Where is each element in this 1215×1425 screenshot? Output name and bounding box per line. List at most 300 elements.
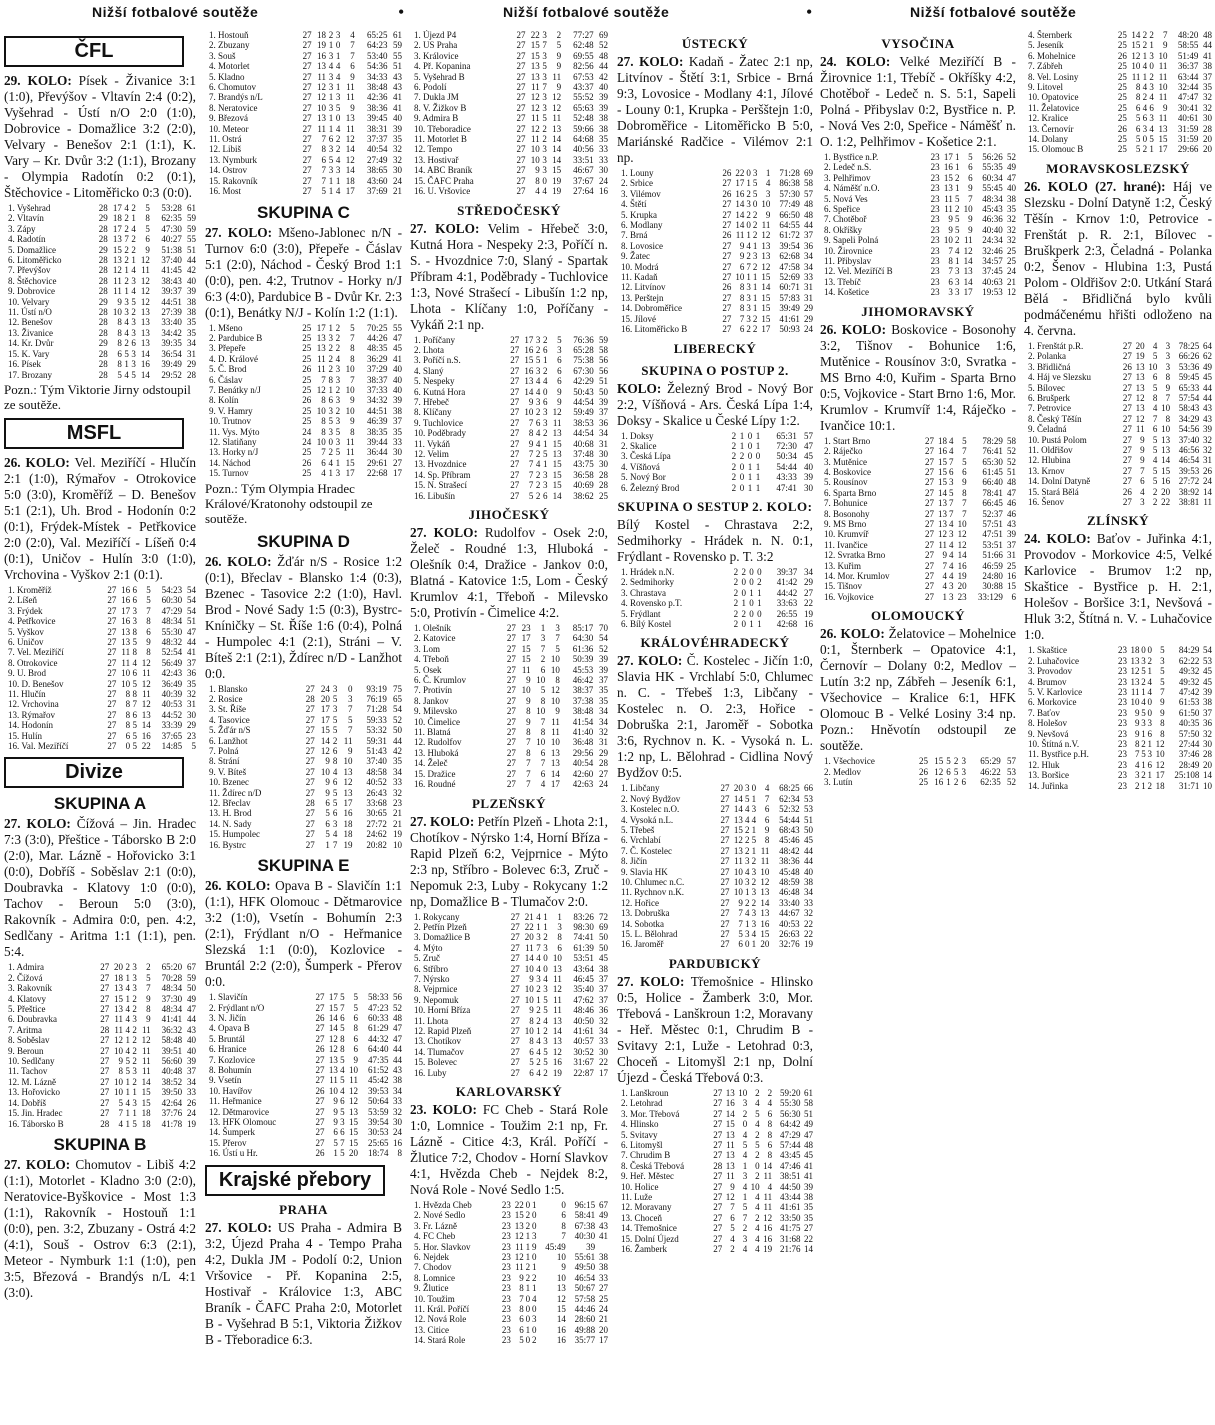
stat-cell: 7 — [321, 175, 327, 186]
stat-cell: 27 — [107, 595, 117, 606]
stat-cell: 10 — [552, 953, 562, 964]
table-row — [205, 72, 402, 82]
stat-cell: 6 — [321, 457, 326, 468]
table-row — [820, 173, 1016, 183]
stat-cell: 4 — [124, 317, 129, 328]
stat-cell: 27 — [302, 165, 312, 176]
stat-cell: 49:32 — [1178, 676, 1200, 687]
stat-cell: 27 — [506, 695, 516, 706]
stat-cell: 6 — [557, 365, 562, 376]
team-cell: 4. Petřkovice — [8, 616, 56, 627]
stat-cell: 15 — [530, 40, 540, 51]
round-label: 26. KOLO: — [205, 878, 271, 894]
stat-cell: 40 — [187, 275, 196, 286]
stat-cell: 1 — [333, 1148, 338, 1159]
stat-cell: 7 — [528, 459, 534, 470]
stat-cell: 27 — [302, 154, 312, 165]
stat-cell: 65:33 — [1178, 382, 1200, 393]
stat-cell: 13 — [141, 709, 151, 720]
team-cell: 2. Ráječko — [824, 446, 863, 457]
stat-cell: 29 — [98, 244, 108, 255]
stat-cell: 5 — [132, 1118, 137, 1129]
stat-cell: 13 — [552, 1015, 562, 1026]
stat-cell: 36:29 — [367, 353, 388, 364]
stat-cell: 11 — [1135, 424, 1145, 435]
table-row — [410, 61, 608, 71]
stat-cell: 45 — [1203, 372, 1212, 383]
stat-cell: 6 — [325, 798, 330, 809]
stat-cell: 1 — [335, 457, 341, 468]
stat-cell: 31:59 — [1177, 134, 1199, 145]
stat-cell: 24 — [393, 1127, 402, 1138]
table-row — [410, 366, 608, 376]
stat-cell: 8 — [350, 353, 355, 364]
table-row — [820, 777, 1016, 787]
stat-cell: 27 — [599, 768, 608, 779]
stat-cell: 9 — [738, 897, 743, 908]
stat-cell: 1 — [542, 438, 548, 449]
stat-cell: 2 — [1141, 770, 1146, 781]
stat-cell: 2 — [131, 307, 136, 318]
stat-cell: 13 — [552, 1036, 562, 1047]
team-cell: 1. Doksy — [621, 430, 654, 441]
table-row — [4, 1056, 196, 1066]
stat-cell: 22 — [804, 918, 813, 929]
stat-cell: 2 — [132, 1035, 137, 1046]
standings-table — [410, 335, 608, 502]
table-row — [205, 385, 402, 395]
stat-cell: 27 — [510, 417, 520, 428]
stat-cell: 23 — [1117, 759, 1127, 770]
stat-cell: 78:41 — [982, 487, 1003, 498]
team-cell: 7. Petrovice — [1028, 403, 1071, 414]
stat-cell: 7 — [738, 918, 743, 929]
stat-cell: 39:49 — [779, 303, 800, 314]
stat-cell: 64:40 — [368, 1044, 389, 1055]
stat-cell: 10 — [114, 1076, 124, 1087]
stat-cell: 48:34 — [161, 1004, 183, 1015]
stat-cell: 44:54 — [573, 428, 594, 439]
stat-cell: 55 — [187, 234, 196, 245]
stat-cell: 27 — [305, 746, 315, 757]
stat-cell: 23 — [1117, 666, 1127, 677]
table-row — [205, 354, 402, 364]
stat-cell: 4 — [350, 30, 355, 40]
table-row — [410, 1221, 608, 1231]
stat-cell: 7 — [1152, 413, 1158, 424]
stat-cell: 37 — [393, 416, 402, 427]
team-cell: 1. Olešník — [414, 623, 451, 633]
team-cell: 14. Šumperk — [209, 1127, 255, 1138]
stat-cell: 3 — [542, 144, 547, 155]
table-row — [410, 1283, 608, 1293]
stat-cell: 42 — [599, 71, 608, 82]
stat-cell: 27 — [1122, 455, 1132, 466]
stat-cell: 11 — [551, 727, 560, 738]
stat-cell: 33:68 — [366, 798, 387, 809]
stat-cell: 41:45 — [161, 265, 182, 276]
stat-cell: 15 — [943, 172, 953, 183]
stat-cell: 39:51 — [161, 1045, 183, 1056]
stat-cell: 4 — [131, 286, 136, 297]
stat-cell: 10 — [550, 654, 560, 665]
team-cell: 15. K. Vary — [8, 348, 50, 359]
stat-cell: 8 — [767, 1119, 773, 1130]
team-cell: 11. Luže — [621, 1191, 653, 1202]
stat-cell: 27 — [1122, 413, 1132, 424]
stat-cell: 12 — [114, 1035, 124, 1046]
stat-cell: 2 — [124, 244, 129, 255]
stat-cell: 10 — [348, 1064, 358, 1075]
stat-cell: 2 — [752, 313, 758, 324]
stat-cell: 35 — [393, 756, 402, 767]
stat-cell: 37:48 — [573, 448, 594, 459]
stat-cell: 11 — [521, 664, 531, 675]
stat-cell: 9 — [333, 1106, 338, 1117]
table-row — [410, 491, 608, 501]
stat-cell: 23 — [930, 256, 940, 267]
stat-cell: 11 — [553, 994, 562, 1005]
stat-cell: 3 — [751, 866, 757, 877]
team-cell: 11. Blatná — [414, 727, 451, 738]
stat-cell: 11 — [734, 856, 743, 867]
stat-cell: 11 — [317, 364, 326, 375]
team-cell: 8. Okříšky — [824, 224, 862, 235]
stat-cell: 40:69 — [573, 480, 594, 491]
stat-cell: 10 — [524, 963, 534, 974]
stat-cell: 52:69 — [779, 272, 800, 283]
team-cell: 16. Luby — [414, 1067, 447, 1078]
stat-cell: 10 — [1148, 361, 1158, 372]
stat-cell: 4 — [1135, 759, 1140, 770]
stat-cell: 36:54 — [161, 348, 182, 359]
stat-cell: 23 — [187, 730, 196, 741]
stat-cell: 7 — [942, 560, 948, 571]
stat-cell: 1 — [125, 1035, 130, 1046]
team-cell: 14. Hodonín — [8, 720, 53, 731]
table-row — [205, 1055, 402, 1065]
stat-cell: 2 — [542, 428, 548, 439]
stat-cell: 27 — [315, 1064, 325, 1075]
stat-cell: 12 — [141, 678, 151, 689]
stat-cell: 11 — [121, 657, 131, 668]
stat-cell: 1 — [954, 162, 960, 173]
stat-cell: 28 — [98, 369, 108, 380]
stat-cell: 67:53 — [573, 71, 594, 82]
stat-cell: 30 — [599, 459, 608, 470]
stat-cell: 27 — [315, 1096, 325, 1107]
stat-cell: 58:41 — [574, 1210, 596, 1221]
stat-cell: 3 — [949, 477, 954, 488]
team-cell: 9. Dobrovice — [8, 286, 55, 297]
stat-cell: 0 — [747, 430, 753, 441]
stat-cell: 6 — [519, 1324, 524, 1335]
team-cell: 1. Lanškroun — [621, 1087, 669, 1098]
team-cell: 3. Fr. Lázně — [414, 1220, 457, 1231]
stat-cell: 15 — [1158, 134, 1168, 145]
stat-cell: 15 — [514, 1210, 524, 1221]
stat-cell: 9 — [333, 1116, 338, 1127]
stat-cell: 1 — [525, 1231, 531, 1242]
stat-cell: 55:35 — [982, 162, 1003, 173]
stat-cell: 1 — [525, 1283, 531, 1294]
stat-cell: 2 — [755, 1150, 760, 1161]
table-row — [205, 704, 402, 714]
stat-cell: 27 — [510, 984, 520, 995]
stat-cell: 5 — [1152, 434, 1158, 445]
stat-cell: 3 — [557, 344, 562, 355]
stat-cell: 50 — [187, 983, 196, 994]
table-row — [617, 929, 813, 939]
stat-cell: 25 — [302, 353, 312, 364]
stat-cell: 39 — [599, 92, 608, 103]
stat-cell: 30 — [393, 447, 402, 458]
stat-cell: 27 — [924, 498, 934, 509]
stat-cell: 6 — [542, 344, 548, 355]
stat-cell: 9 — [561, 1262, 566, 1273]
stat-cell: 48:34 — [982, 193, 1003, 204]
stat-cell: 3 — [1135, 770, 1140, 781]
round-label: 27. KOLO: — [617, 653, 683, 669]
stat-cell: 52 — [393, 714, 402, 725]
stat-cell: 27 — [107, 688, 117, 699]
stat-cell: 4 — [742, 1129, 748, 1140]
stat-cell: 57:44 — [779, 1139, 801, 1150]
team-cell: 1. Bystřice n.P. — [824, 152, 879, 162]
stat-cell: 4 — [742, 1150, 748, 1161]
team-cell: 6. Brušperk — [1028, 392, 1070, 403]
stat-cell: 3 — [542, 102, 547, 113]
team-cell: 7. Chotěboř — [824, 214, 867, 225]
stat-cell: 38 — [804, 877, 813, 888]
table-row — [617, 939, 813, 949]
stat-cell: 27 — [302, 175, 312, 186]
stat-cell: 36 — [599, 417, 608, 428]
table-row — [1024, 645, 1212, 655]
stat-cell: 2 — [332, 735, 338, 746]
stat-cell: 0 — [525, 1335, 531, 1346]
stat-cell: 26 — [722, 282, 732, 293]
team-cell: 7. Nýrsko — [414, 973, 450, 984]
stat-cell: 61:50 — [1178, 707, 1200, 718]
stat-cell: 51:66 — [982, 550, 1003, 561]
stat-cell: 39 — [187, 1056, 196, 1067]
stat-cell: 13 — [1135, 382, 1145, 393]
table-row — [410, 449, 608, 459]
stat-cell: 69:55 — [573, 50, 594, 61]
stat-cell: 15 — [114, 993, 124, 1004]
stat-cell: 4 — [125, 983, 130, 994]
stat-cell: 4 — [132, 657, 137, 668]
stat-cell: 2 — [752, 209, 758, 220]
team-cell: 10. Pustá Polom — [1028, 434, 1087, 445]
stat-cell: 28 — [98, 223, 108, 234]
team-cell: 5. Přeštice — [8, 1004, 46, 1015]
stat-cell: 17 — [343, 798, 353, 809]
plzensky-results — [410, 814, 608, 910]
stat-cell: 42:60 — [572, 768, 594, 779]
table-row — [617, 1192, 813, 1202]
stat-cell: 17 — [1158, 144, 1168, 155]
stat-cell: 27 — [720, 825, 730, 835]
stat-cell: 76:19 — [366, 694, 387, 704]
stat-cell: 10 — [536, 675, 546, 686]
team-cell: 4. Tasovice — [209, 714, 250, 725]
stat-cell: 14 — [1203, 486, 1212, 497]
results-text: Čížová – Jin. Hradec 7:3 (3:0), Přeštice - Táborsko B 2:0 (2:0), Mar. Lázně - Hořovicko 3:1 (0:0), Dobříš - Soběslav 2:1 (0:0), Doubravka - Klatovy 1:0 (0:0), Tachov - Beroun 5:0 (3:0), Rakovník - Admira 0:0, pen. 4:2, Sedlčany - Aritma 1:1 (1:1), pen. 5:4. — [4, 816, 196, 960]
stat-cell: 27 — [393, 457, 402, 468]
stat-cell: 26 — [302, 395, 312, 406]
stat-cell: 0 — [525, 1200, 531, 1210]
stat-cell: 16 — [552, 1057, 562, 1068]
table-row — [410, 428, 608, 438]
stat-cell: 13 — [761, 251, 771, 262]
stat-cell: 3 — [751, 804, 757, 815]
stat-cell: 10 — [524, 984, 534, 995]
stat-cell: 8 — [146, 616, 151, 627]
stat-cell: 28 — [599, 758, 608, 769]
stat-cell: 11 — [763, 1191, 773, 1202]
team-cell: 10. Poděbrady — [414, 428, 466, 439]
stat-cell: 12 — [530, 102, 540, 113]
stat-cell: 5 — [543, 1046, 548, 1057]
stat-cell: 37 — [1203, 707, 1212, 718]
stat-cell: 16 — [763, 1233, 773, 1244]
stat-cell: 3 — [746, 282, 751, 293]
stat-cell: 10 — [1158, 82, 1168, 93]
stat-cell: 27 — [506, 779, 516, 790]
team-cell: 5. Zruč — [414, 953, 440, 964]
table-row — [410, 912, 608, 922]
stat-cell: 1 — [532, 1200, 537, 1210]
stat-cell: 57 — [804, 430, 813, 441]
table-row — [410, 727, 608, 737]
stat-cell: 61 — [187, 203, 196, 213]
stat-cell: 3 — [744, 929, 750, 940]
stat-cell: 0 — [747, 440, 753, 451]
stat-cell: 13 — [343, 787, 353, 798]
table-row — [410, 407, 608, 417]
stat-cell: 38:65 — [367, 165, 388, 176]
stat-cell: 32 — [804, 908, 813, 919]
table-row — [617, 815, 813, 825]
team-cell: 16. Táborsko B — [8, 1118, 64, 1129]
stat-cell: 40 — [393, 364, 402, 375]
stat-cell: 37:45 — [982, 266, 1003, 277]
stat-cell: 27 — [720, 918, 730, 929]
stat-cell: 12 — [552, 102, 562, 113]
stat-cell: 45:53 — [572, 664, 594, 675]
team-cell: 2. Zbuzany — [209, 40, 250, 51]
stat-cell: 48 — [393, 1012, 402, 1023]
stat-cell: 52 — [599, 40, 608, 51]
stat-cell: 52 — [1007, 446, 1016, 457]
stat-cell: 33:50 — [779, 1212, 801, 1223]
stat-cell: 6 — [738, 939, 743, 950]
stat-cell: 2 — [742, 1108, 748, 1119]
team-cell: 14. Košetice — [824, 287, 869, 298]
stat-cell: 6 — [132, 584, 137, 595]
results-text: Žďár n/S - Rosice 1:2 (0:1), Břeclav - Blansko 1:4 (0:3), Bzenec - Tasovice 2:2 (1:0), Havl. Brod - Nové Sady 1:5 (0:3), Bystrc-Kníničky – St. Říše 1:6 (0:4), Polná - Humpolec 4:1 (2:1), Stráni – V. Bíteš 2:1 (2:1), Ždírec n/D - Lanžhot 0:0. — [205, 553, 402, 681]
stat-cell: 27 — [506, 758, 516, 769]
table-row — [617, 577, 813, 587]
stat-cell: 15 — [320, 725, 330, 736]
stat-cell: 1 — [543, 911, 548, 922]
column-1 — [4, 30, 196, 1425]
stat-cell: 47 — [187, 626, 196, 637]
stat-cell: 4 — [742, 1243, 748, 1254]
stat-cell: 37 — [187, 1066, 196, 1077]
stat-cell: 23 — [1117, 687, 1127, 697]
team-cell: 15. Hulín — [8, 730, 43, 741]
stat-cell: 2 — [731, 430, 737, 441]
stat-cell: 0 — [741, 577, 746, 588]
stat-cell: 17 — [345, 468, 355, 479]
stat-cell: 2 — [755, 1129, 760, 1140]
stat-cell: 5 — [132, 678, 137, 689]
team-cell: 2. Nový Bydžov — [621, 793, 681, 804]
round-label: 26. KOLO: — [4, 454, 70, 470]
stat-cell: 24 — [1007, 266, 1016, 277]
stat-cell: 61:53 — [1178, 697, 1200, 708]
stat-cell: 11 — [114, 1014, 124, 1025]
stat-cell: 8 — [353, 1023, 358, 1034]
stat-cell: 12 — [530, 92, 540, 103]
stat-cell: 67 — [187, 962, 196, 973]
stat-cell: 40:40 — [982, 224, 1003, 235]
stat-cell: 11 — [141, 1066, 151, 1077]
stat-cell: 6 — [353, 1012, 358, 1023]
stat-cell: 1 — [752, 240, 758, 251]
stat-cell: 1 — [755, 461, 761, 472]
table-row — [205, 1003, 402, 1013]
stat-cell: 7 — [528, 480, 534, 491]
stat-cell: 0 — [1147, 697, 1153, 708]
stat-cell: 18 — [938, 435, 948, 446]
table-row — [410, 176, 608, 186]
stat-cell: 27 — [599, 1283, 608, 1294]
results-text: Písek - Živanice 3:1 (1:0), Převýšov - Vltavín 2:4 (0:2), Vyšehrad - Ústí n/O 2:0 (1:0), Dobrovice - Domažlice 3:2 (2:0), Velvary - Benešov 2:1 (1:1), K. Vary – Kr. Dvůr 3:2 (1:1), Brozany - Olympia Radotín 0:2 (0:1), Štěchovice - Litoměřicko 0:3 (0:0). — [4, 73, 196, 200]
stat-cell: 5 — [953, 766, 959, 777]
stat-cell: 28 — [599, 469, 608, 480]
table-row — [205, 406, 402, 416]
team-cell: 6. Lanžhot — [209, 735, 248, 746]
team-cell: 2. Polanka — [1028, 351, 1066, 362]
stat-cell: 23 — [930, 276, 940, 287]
stat-cell: 57 — [1007, 756, 1016, 767]
team-cell: 12. Hořice — [621, 897, 659, 908]
stat-cell: 15 — [1161, 465, 1171, 476]
stat-cell: 33 — [599, 154, 608, 165]
stat-cell: 5 — [328, 154, 334, 165]
skupina-b-results — [4, 1157, 196, 1301]
stat-cell: 23 — [521, 623, 531, 633]
stat-cell: 9 — [350, 102, 355, 113]
stat-cell: 44 — [393, 1044, 402, 1055]
team-cell: 12. Dětmarovice — [209, 1106, 269, 1117]
team-cell: 12. Kralice — [1028, 113, 1068, 124]
stat-cell: 5 — [353, 992, 358, 1003]
table-row — [617, 794, 813, 804]
column-3 — [410, 30, 608, 1425]
table-row — [1024, 351, 1212, 361]
stat-cell: 46:54 — [574, 1272, 596, 1283]
team-cell: 9. Nepomuk — [414, 994, 459, 1005]
stat-cell: 5 — [730, 1223, 735, 1234]
stat-cell: 27 — [100, 972, 110, 983]
stat-cell: 2 — [731, 482, 737, 493]
stat-cell: 0 — [335, 40, 341, 51]
